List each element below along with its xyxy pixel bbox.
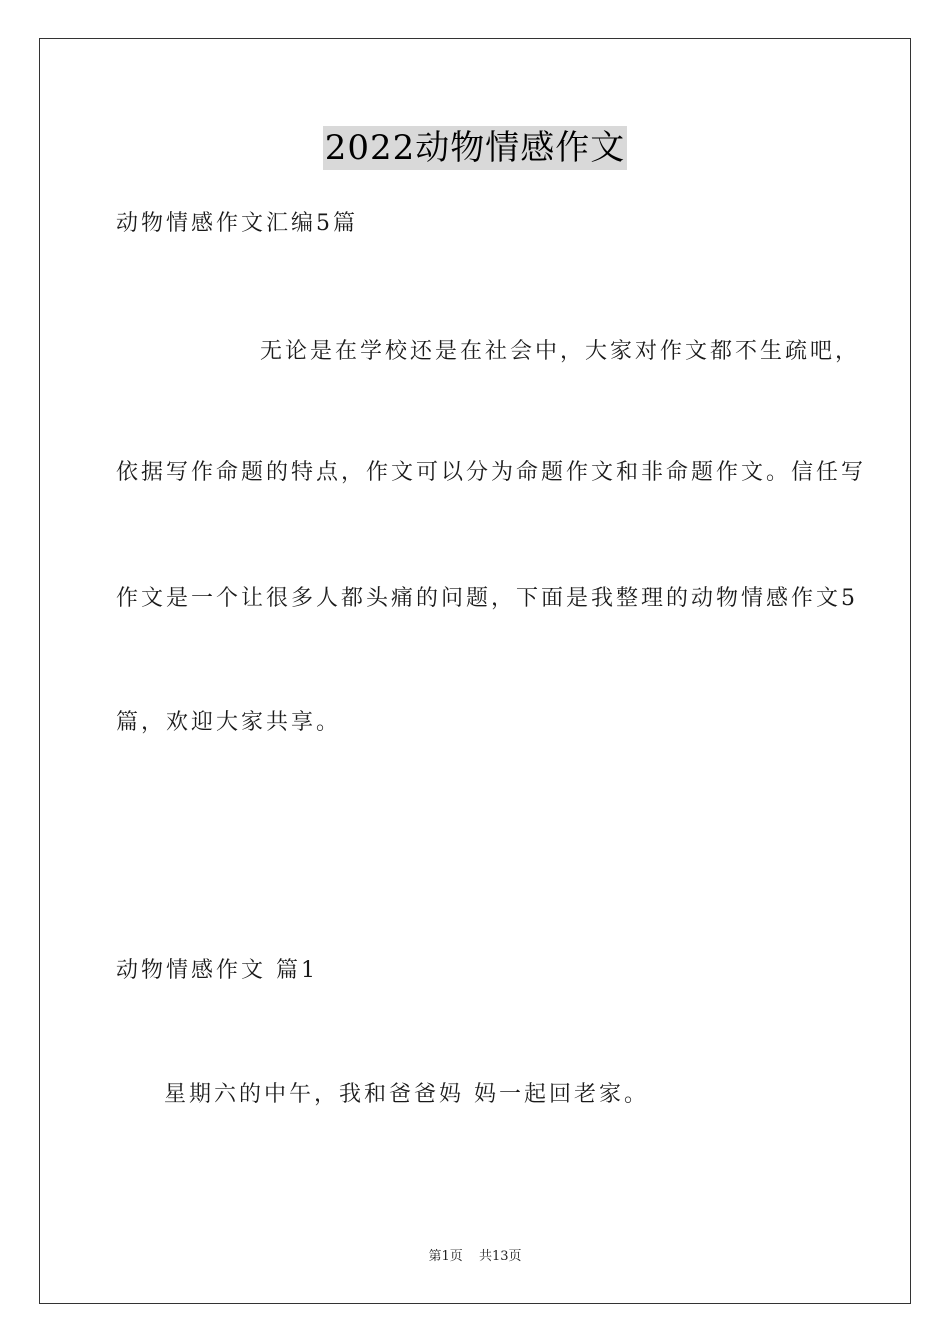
intro-line-2: 依据写作命题的特点，作文可以分为命题作文和非命题作文。信任写 xyxy=(116,460,867,485)
intro-line-1: 无论是在学校还是在社会中，大家对作文都不生疏吧， xyxy=(260,339,861,364)
intro-line-4: 篇，欢迎大家共享。 xyxy=(116,710,342,735)
page-total: 共13页 xyxy=(478,1249,522,1264)
intro-line-3: 作文是一个让很多人都头痛的问题，下面是我整理的动物情感作文5 xyxy=(116,586,858,611)
section-title: 动物情感作文 篇1 xyxy=(116,958,318,983)
page-number: 第1页 xyxy=(428,1249,463,1264)
document-title: 2022动物情感作文 xyxy=(324,128,626,168)
section-line-1: 星期六的中午，我和爸爸妈 妈一起回老家。 xyxy=(164,1082,649,1107)
document-subtitle: 动物情感作文汇编5篇 xyxy=(116,211,358,236)
page-footer xyxy=(0,1248,950,1266)
title-container xyxy=(0,126,950,170)
